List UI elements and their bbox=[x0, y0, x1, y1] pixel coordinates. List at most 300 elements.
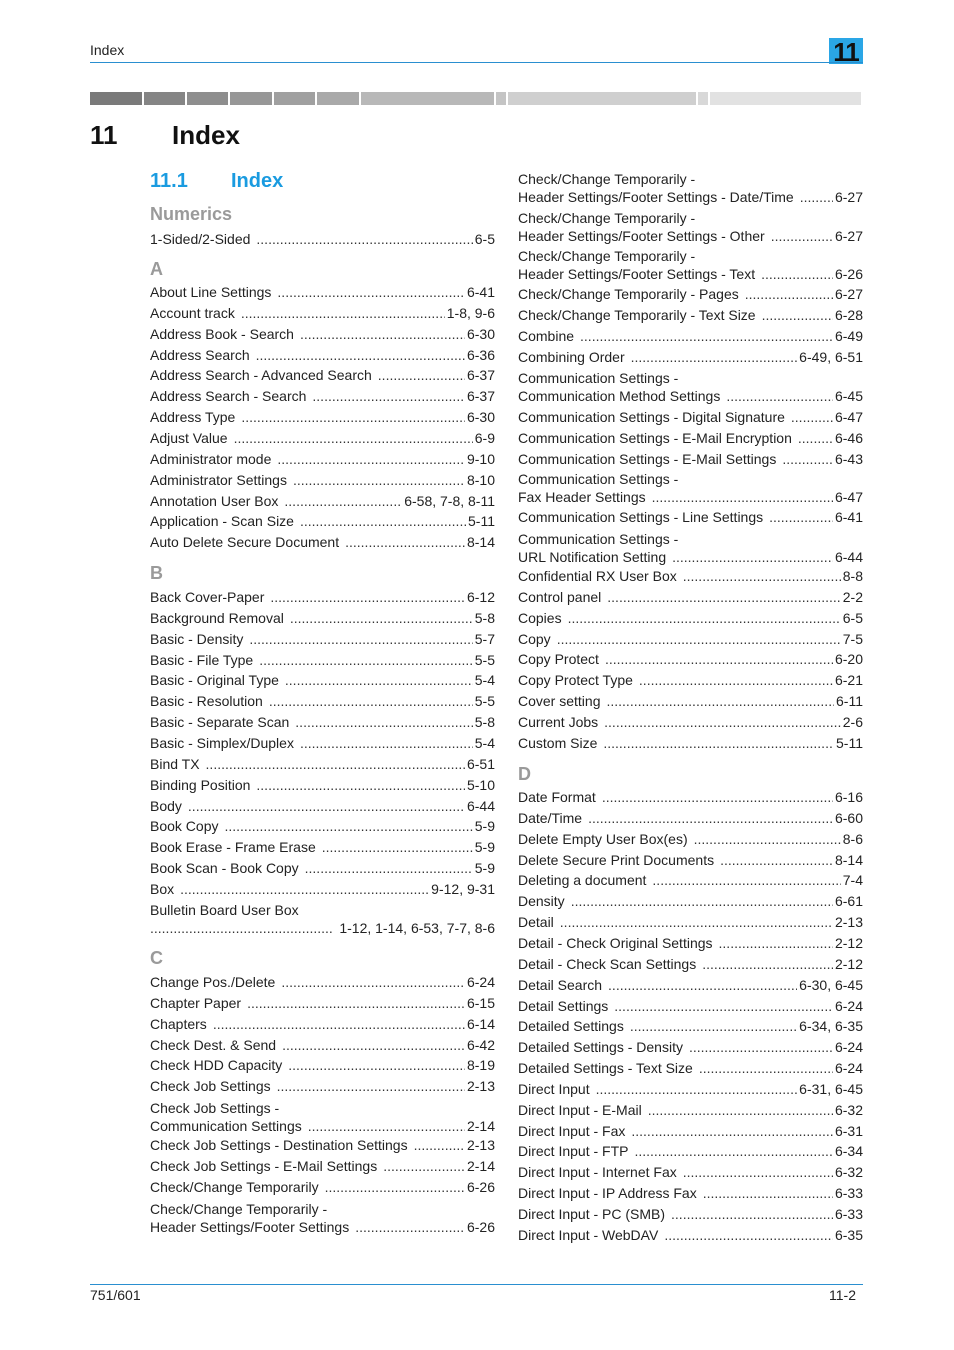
index-entry[interactable] bbox=[518, 347, 863, 368]
index-term: Copy Protect bbox=[518, 651, 599, 668]
header-rule bbox=[90, 62, 863, 63]
page-reference[interactable]: 5-9 bbox=[474, 860, 495, 877]
index-entry[interactable] bbox=[150, 587, 495, 608]
index-term: Direct Input - E-Mail bbox=[518, 1101, 642, 1118]
index-entry-two-line[interactable] bbox=[518, 369, 863, 405]
dot-leader bbox=[608, 975, 797, 996]
index-entry-line2 bbox=[150, 1218, 495, 1236]
page-reference[interactable]: 6-30 bbox=[466, 409, 495, 426]
page-reference[interactable]: 6-41 bbox=[466, 284, 495, 300]
dot-leader bbox=[282, 1035, 465, 1056]
page-reference[interactable]: 2-12 bbox=[834, 955, 863, 972]
index-entry[interactable] bbox=[150, 712, 495, 733]
index-term: Detail Settings bbox=[518, 997, 609, 1014]
section-title: Index bbox=[231, 170, 284, 192]
index-entry[interactable] bbox=[150, 993, 495, 1014]
index-term: Communication Settings - E-Mail Settings bbox=[518, 450, 777, 467]
page-reference[interactable]: 6-44 bbox=[466, 797, 495, 814]
dot-leader bbox=[719, 933, 833, 954]
index-term: Direct Input - WebDAV bbox=[518, 1226, 659, 1243]
page-reference[interactable]: 5-8 bbox=[474, 714, 495, 731]
page-reference[interactable]: 6-24 bbox=[466, 974, 495, 990]
index-term: Check Job Settings - bbox=[150, 1100, 280, 1116]
index-term: Communication Settings - Digital Signature bbox=[518, 409, 785, 425]
index-entry-two-line[interactable] bbox=[518, 247, 863, 283]
page-reference[interactable]: 6-43 bbox=[834, 450, 863, 467]
dot-leader bbox=[683, 1162, 833, 1183]
index-term: Check Job Settings - Destination Settings bbox=[150, 1137, 408, 1153]
dot-leader bbox=[259, 650, 473, 671]
page-reference[interactable]: 8-14 bbox=[834, 851, 863, 868]
index-term: Auto Delete Secure Document bbox=[150, 534, 340, 551]
page-reference[interactable]: 5-9 bbox=[474, 818, 495, 835]
index-term-continued: Fax Header Settings bbox=[518, 489, 646, 505]
page-reference[interactable]: 6-32 bbox=[834, 1164, 863, 1181]
index-entry[interactable] bbox=[150, 837, 495, 858]
page-reference[interactable]: 6-5 bbox=[474, 231, 495, 247]
index-entry[interactable] bbox=[150, 449, 495, 470]
dot-leader bbox=[769, 507, 833, 528]
index-term: Box bbox=[150, 880, 175, 897]
page-reference[interactable]: 5-4 bbox=[474, 734, 495, 751]
index-term: Communication Settings - Line Settings bbox=[518, 509, 764, 525]
dot-leader bbox=[295, 712, 472, 733]
page-reference[interactable]: 6-33 bbox=[834, 1185, 863, 1202]
index-term: Address Search - Advanced Search bbox=[150, 367, 372, 384]
page-reference[interactable]: 5-5 bbox=[474, 693, 495, 710]
page-reference[interactable]: 6-31, 6-45 bbox=[799, 1080, 863, 1097]
index-term: Delete Empty User Box(es) bbox=[518, 830, 688, 847]
index-term: Basic - Original Type bbox=[150, 672, 279, 689]
index-term: Basic - Resolution bbox=[150, 693, 263, 710]
index-entry[interactable] bbox=[518, 808, 863, 829]
index-entry[interactable] bbox=[518, 1100, 863, 1121]
index-entry[interactable] bbox=[518, 670, 863, 691]
index-entry[interactable] bbox=[150, 428, 495, 449]
index-term: Change Pos./Delete bbox=[150, 974, 276, 990]
decorative-bar bbox=[90, 92, 863, 105]
decorative-bar-segment bbox=[698, 92, 708, 105]
page-reference[interactable]: 6-51 bbox=[466, 755, 495, 772]
page-reference[interactable]: 7-4 bbox=[842, 872, 863, 889]
chapter-number: 11 bbox=[90, 120, 118, 150]
dot-leader bbox=[281, 972, 465, 993]
dot-leader bbox=[378, 365, 465, 386]
page-reference[interactable]: 6-61 bbox=[834, 893, 863, 910]
page-reference[interactable]: 2-2 bbox=[842, 588, 863, 605]
page-reference[interactable]: 6-34 bbox=[834, 1143, 863, 1160]
page-reference[interactable]: 5-9 bbox=[474, 839, 495, 856]
page-reference[interactable]: 6-28 bbox=[834, 306, 863, 323]
decorative-bar-segment bbox=[496, 92, 506, 105]
footer-model: 751/601 bbox=[90, 1287, 141, 1303]
index-entry[interactable] bbox=[150, 282, 495, 303]
index-entry[interactable] bbox=[518, 829, 863, 850]
index-term: Copy Protect Type bbox=[518, 672, 633, 689]
index-entry-two-line[interactable] bbox=[150, 901, 495, 937]
page-reference[interactable]: 6-45 bbox=[834, 388, 863, 404]
index-entry[interactable] bbox=[150, 972, 495, 993]
page-reference[interactable]: 6-27 bbox=[834, 189, 863, 205]
page-reference[interactable]: 5-10 bbox=[466, 776, 495, 793]
index-entry-line2 bbox=[518, 488, 863, 506]
page-reference[interactable]: 6-60 bbox=[834, 809, 863, 826]
index-term: Basic - Simplex/Duplex bbox=[150, 734, 294, 751]
index-entry[interactable] bbox=[518, 587, 863, 608]
index-entry[interactable] bbox=[150, 1156, 495, 1177]
page-reference[interactable]: 2-14 bbox=[466, 1157, 495, 1174]
index-entry[interactable] bbox=[150, 532, 495, 553]
index-entry[interactable] bbox=[150, 1076, 495, 1097]
index-entry[interactable] bbox=[518, 1141, 863, 1162]
index-term: Address Type bbox=[150, 409, 236, 426]
index-entry[interactable] bbox=[518, 733, 863, 754]
index-entry[interactable] bbox=[518, 1058, 863, 1079]
page-reference[interactable]: 6-44 bbox=[834, 549, 863, 565]
index-entry[interactable] bbox=[518, 1204, 863, 1225]
page-reference[interactable]: 6-20 bbox=[834, 651, 863, 668]
index-entry[interactable] bbox=[518, 912, 863, 933]
page-reference[interactable]: 5-11 bbox=[468, 513, 495, 530]
index-entry[interactable] bbox=[518, 996, 863, 1017]
index-entry[interactable] bbox=[150, 796, 495, 817]
page-reference[interactable]: 2-12 bbox=[834, 934, 863, 951]
dot-leader bbox=[782, 449, 833, 470]
index-entry-two-line[interactable] bbox=[518, 530, 863, 566]
page-reference[interactable]: 5-11 bbox=[836, 734, 863, 751]
dot-leader bbox=[249, 629, 472, 650]
dot-leader bbox=[745, 284, 833, 305]
index-entry[interactable] bbox=[518, 1079, 863, 1100]
dot-leader bbox=[634, 1141, 833, 1162]
index-entry-two-line[interactable] bbox=[150, 1099, 495, 1135]
index-entry[interactable] bbox=[150, 324, 495, 345]
index-entry[interactable] bbox=[518, 326, 863, 347]
page-reference[interactable]: 6-37 bbox=[466, 388, 495, 405]
index-entry[interactable] bbox=[150, 754, 495, 775]
index-term: Administrator mode bbox=[150, 450, 272, 467]
index-term: Direct Input bbox=[518, 1080, 590, 1097]
index-term: Basic - Separate Scan bbox=[150, 714, 290, 731]
index-entry[interactable] bbox=[518, 1225, 863, 1246]
index-entry[interactable] bbox=[518, 712, 863, 733]
index-entry[interactable] bbox=[518, 1183, 863, 1204]
dot-leader bbox=[241, 407, 465, 428]
page-reference[interactable]: 8-8 bbox=[842, 568, 863, 584]
page-reference[interactable]: 6-46 bbox=[834, 429, 863, 446]
dot-leader bbox=[607, 587, 840, 608]
page-reference[interactable]: 6-35 bbox=[834, 1226, 863, 1243]
dot-leader bbox=[224, 816, 472, 837]
dot-leader bbox=[206, 754, 465, 775]
dot-leader bbox=[720, 850, 833, 871]
index-entry[interactable] bbox=[518, 428, 863, 449]
index-entry[interactable] bbox=[518, 933, 863, 954]
index-term: Communication Settings - bbox=[518, 471, 679, 487]
index-term: Application - Scan Size bbox=[150, 513, 294, 530]
index-entry[interactable] bbox=[518, 1162, 863, 1183]
page-reference[interactable]: 6-58, 7-8, 8-11 bbox=[404, 492, 495, 509]
index-term: Check/Change Temporarily - bbox=[518, 248, 696, 264]
page-reference[interactable]: 9-10 bbox=[466, 450, 495, 467]
decorative-bar-segment bbox=[274, 92, 316, 105]
dot-leader bbox=[631, 347, 798, 368]
dot-leader bbox=[277, 449, 465, 470]
dot-leader bbox=[557, 629, 841, 650]
index-term: Check Job Settings - E-Mail Settings bbox=[150, 1157, 378, 1174]
page-reference[interactable]: 8-19 bbox=[466, 1057, 495, 1074]
index-term: Book Erase - Frame Erase bbox=[150, 839, 316, 856]
index-term: Combining Order bbox=[518, 348, 625, 365]
index-entry[interactable] bbox=[518, 850, 863, 871]
index-term: Adjust Value bbox=[150, 429, 228, 446]
index-entry[interactable] bbox=[150, 608, 495, 629]
dot-leader bbox=[256, 775, 465, 796]
index-entry[interactable] bbox=[150, 511, 495, 532]
index-term: Detailed Settings bbox=[518, 1018, 624, 1035]
dot-leader bbox=[345, 532, 465, 553]
page-reference[interactable]: 2-13 bbox=[834, 914, 863, 931]
page-reference[interactable]: 6-26 bbox=[466, 1178, 495, 1195]
decorative-bar-segment bbox=[187, 92, 228, 105]
index-term-continued: Communication Settings bbox=[150, 1118, 302, 1134]
index-entry[interactable] bbox=[150, 303, 495, 324]
index-entry[interactable] bbox=[150, 691, 495, 712]
index-entry[interactable] bbox=[518, 629, 863, 650]
page-reference[interactable]: 6-12 bbox=[466, 589, 495, 605]
dot-leader bbox=[180, 879, 429, 900]
index-term: Cover setting bbox=[518, 693, 601, 710]
index-entry[interactable] bbox=[518, 1016, 863, 1037]
dot-leader bbox=[602, 787, 833, 808]
index-entry[interactable] bbox=[518, 284, 863, 305]
index-entry-two-line[interactable] bbox=[518, 209, 863, 245]
dot-leader bbox=[702, 954, 833, 975]
index-entry[interactable] bbox=[150, 879, 495, 900]
index-entry[interactable] bbox=[518, 507, 863, 528]
page-reference[interactable]: 1-8, 9-6 bbox=[446, 304, 495, 321]
index-entry[interactable] bbox=[150, 407, 495, 428]
index-term: Back Cover-Paper bbox=[150, 589, 265, 605]
index-term: Detail bbox=[518, 914, 554, 931]
header-title: Index bbox=[90, 42, 125, 58]
dot-leader bbox=[277, 1076, 465, 1097]
page-reference[interactable]: 6-49 bbox=[834, 327, 863, 344]
dot-leader bbox=[305, 858, 473, 879]
decorative-bar-segment bbox=[144, 92, 186, 105]
page-reference[interactable]: 9-12, 9-31 bbox=[431, 880, 495, 897]
page-reference[interactable]: 6-9 bbox=[474, 429, 495, 446]
page-reference[interactable]: 6-32 bbox=[834, 1101, 863, 1118]
dot-leader bbox=[605, 649, 833, 670]
index-entry[interactable] bbox=[150, 650, 495, 671]
index-entry[interactable] bbox=[150, 345, 495, 366]
index-entry[interactable] bbox=[150, 1014, 495, 1035]
index-entry[interactable] bbox=[150, 1177, 495, 1198]
index-term-continued: URL Notification Setting bbox=[518, 549, 667, 565]
index-entry[interactable] bbox=[150, 1055, 495, 1076]
index-entry[interactable] bbox=[150, 1035, 495, 1056]
page-reference[interactable]: 5-7 bbox=[474, 630, 495, 647]
page-reference[interactable]: 2-13 bbox=[466, 1137, 495, 1153]
index-term: Date Format bbox=[518, 789, 596, 805]
page-reference[interactable]: 6-33 bbox=[834, 1206, 863, 1222]
index-entry[interactable] bbox=[150, 1135, 495, 1156]
page-reference[interactable]: 6-30, 6-45 bbox=[799, 976, 863, 993]
dot-leader bbox=[762, 305, 833, 326]
index-entry[interactable] bbox=[518, 449, 863, 470]
page-reference[interactable]: 6-5 bbox=[842, 609, 863, 626]
page-reference[interactable]: 8-6 bbox=[842, 830, 863, 847]
index-entry[interactable] bbox=[518, 305, 863, 326]
index-entry[interactable] bbox=[518, 787, 863, 808]
decorative-bar-segment bbox=[90, 92, 142, 105]
page-reference[interactable]: 8-10 bbox=[466, 471, 495, 488]
index-term: Direct Input - FTP bbox=[518, 1143, 629, 1160]
page-reference[interactable]: 6-26 bbox=[466, 1219, 495, 1235]
letter-heading-d: D bbox=[518, 764, 531, 784]
index-term: Confidential RX User Box bbox=[518, 568, 677, 584]
dot-leader bbox=[241, 303, 445, 324]
page-reference[interactable]: 6-30 bbox=[466, 325, 495, 342]
chapter-heading bbox=[90, 120, 240, 151]
page-reference[interactable]: 2-6 bbox=[842, 713, 863, 730]
index-entry[interactable] bbox=[150, 365, 495, 386]
index-entry[interactable] bbox=[518, 608, 863, 629]
dot-leader bbox=[150, 919, 333, 937]
index-entry[interactable] bbox=[150, 470, 495, 491]
dot-leader bbox=[603, 733, 834, 754]
page-reference[interactable]: 6-34, 6-35 bbox=[799, 1018, 863, 1035]
page-reference[interactable]: 6-11 bbox=[836, 693, 863, 710]
chapter-badge: 11 bbox=[829, 38, 863, 64]
page-reference[interactable]: 6-41 bbox=[834, 509, 863, 525]
index-entry-line2 bbox=[518, 188, 863, 206]
page-reference[interactable]: 5-5 bbox=[474, 651, 495, 668]
index-entry[interactable] bbox=[150, 858, 495, 879]
page-reference[interactable]: 6-49, 6-51 bbox=[799, 348, 863, 365]
index-entry[interactable] bbox=[518, 870, 863, 891]
index-entry[interactable] bbox=[150, 491, 495, 512]
page-reference[interactable]: 6-15 bbox=[466, 994, 495, 1011]
dot-leader bbox=[639, 670, 833, 691]
index-entry-two-line[interactable] bbox=[518, 470, 863, 506]
index-entry-two-line[interactable] bbox=[518, 170, 863, 206]
page-reference[interactable]: 6-47 bbox=[834, 409, 863, 425]
index-entry[interactable] bbox=[150, 775, 495, 796]
index-term-continued: Header Settings/Footer Settings - Text bbox=[518, 266, 756, 282]
index-entry-two-line[interactable] bbox=[150, 1200, 495, 1236]
dot-leader bbox=[604, 712, 841, 733]
page-reference[interactable]: 6-24 bbox=[834, 1039, 863, 1056]
page-reference[interactable]: 6-16 bbox=[834, 789, 863, 805]
dot-leader bbox=[269, 691, 473, 712]
dot-leader bbox=[414, 1135, 465, 1156]
index-term: Detailed Settings - Density bbox=[518, 1039, 683, 1056]
footer-page-number: 11-2 bbox=[829, 1287, 856, 1303]
page-reference[interactable]: 6-24 bbox=[834, 1060, 863, 1077]
dot-leader bbox=[247, 993, 465, 1014]
page-reference[interactable]: 6-47 bbox=[834, 489, 863, 505]
index-term: Check/Change Temporarily - bbox=[150, 1201, 328, 1217]
footer-rule bbox=[90, 1284, 863, 1285]
index-term: Deleting a document bbox=[518, 872, 647, 889]
page-reference[interactable]: 6-31 bbox=[834, 1122, 863, 1139]
index-entry[interactable] bbox=[518, 954, 863, 975]
index-entry[interactable] bbox=[518, 975, 863, 996]
index-entry-line2 bbox=[518, 227, 863, 245]
index-term: Basic - File Type bbox=[150, 651, 254, 668]
index-entry-line2 bbox=[518, 548, 863, 566]
dot-leader bbox=[270, 587, 465, 608]
page-reference[interactable]: 8-14 bbox=[466, 534, 495, 551]
index-entry[interactable] bbox=[518, 1121, 863, 1142]
index-entry[interactable] bbox=[150, 229, 495, 250]
dot-leader bbox=[606, 691, 834, 712]
page-reference[interactable]: 6-24 bbox=[834, 997, 863, 1014]
page-reference[interactable]: 6-27 bbox=[834, 228, 863, 244]
index-term: Direct Input - IP Address Fax bbox=[518, 1185, 697, 1202]
index-term: Annotation User Box bbox=[150, 492, 279, 509]
index-entry[interactable] bbox=[518, 649, 863, 670]
page-reference[interactable]: 6-42 bbox=[466, 1036, 495, 1053]
page-reference[interactable]: 6-36 bbox=[466, 346, 495, 363]
index-entry[interactable] bbox=[150, 733, 495, 754]
index-entry[interactable] bbox=[150, 629, 495, 650]
dot-leader bbox=[213, 1014, 465, 1035]
index-entry[interactable] bbox=[518, 407, 863, 428]
index-entry[interactable] bbox=[518, 891, 863, 912]
dot-leader bbox=[322, 837, 473, 858]
index-term: Direct Input - Fax bbox=[518, 1122, 626, 1139]
dot-leader bbox=[293, 470, 465, 491]
page-reference[interactable]: 5-8 bbox=[474, 609, 495, 626]
page-reference[interactable]: 7-5 bbox=[842, 630, 863, 647]
page-reference[interactable]: 6-14 bbox=[466, 1015, 495, 1032]
dot-leader bbox=[791, 407, 833, 428]
page-reference[interactable]: 2-13 bbox=[466, 1078, 495, 1095]
page-reference[interactable]: 5-4 bbox=[474, 672, 495, 689]
dot-leader bbox=[798, 428, 833, 449]
page-reference[interactable]: 6-21 bbox=[834, 672, 863, 689]
dot-leader bbox=[300, 324, 465, 345]
dot-leader bbox=[596, 1079, 798, 1100]
page-reference[interactable]: 6-27 bbox=[834, 286, 863, 302]
index-entry[interactable] bbox=[518, 1037, 863, 1058]
index-entry[interactable] bbox=[518, 691, 863, 712]
page-reference[interactable]: 6-26 bbox=[834, 266, 863, 282]
page-reference[interactable]: 6-37 bbox=[466, 367, 495, 384]
index-entry[interactable] bbox=[150, 816, 495, 837]
chapter-title: Index bbox=[172, 120, 240, 150]
index-term: Current Jobs bbox=[518, 713, 599, 730]
dot-leader bbox=[312, 386, 465, 407]
index-entry[interactable] bbox=[150, 386, 495, 407]
index-entry[interactable] bbox=[518, 566, 863, 587]
page-reference[interactable]: 1-12, 1-14, 6-53, 7-7, 8-6 bbox=[339, 920, 495, 936]
page-reference[interactable]: 2-14 bbox=[466, 1118, 495, 1134]
dot-leader bbox=[560, 912, 833, 933]
dot-leader bbox=[284, 491, 402, 512]
index-entry[interactable] bbox=[150, 670, 495, 691]
dot-leader bbox=[726, 387, 833, 405]
index-entry-line2 bbox=[150, 919, 495, 937]
index-term: 1-Sided/2-Sided bbox=[150, 231, 251, 247]
index-term: Chapters bbox=[150, 1015, 207, 1032]
dot-leader bbox=[648, 1100, 833, 1121]
index-term: Bind TX bbox=[150, 755, 200, 772]
dot-leader bbox=[672, 548, 833, 566]
